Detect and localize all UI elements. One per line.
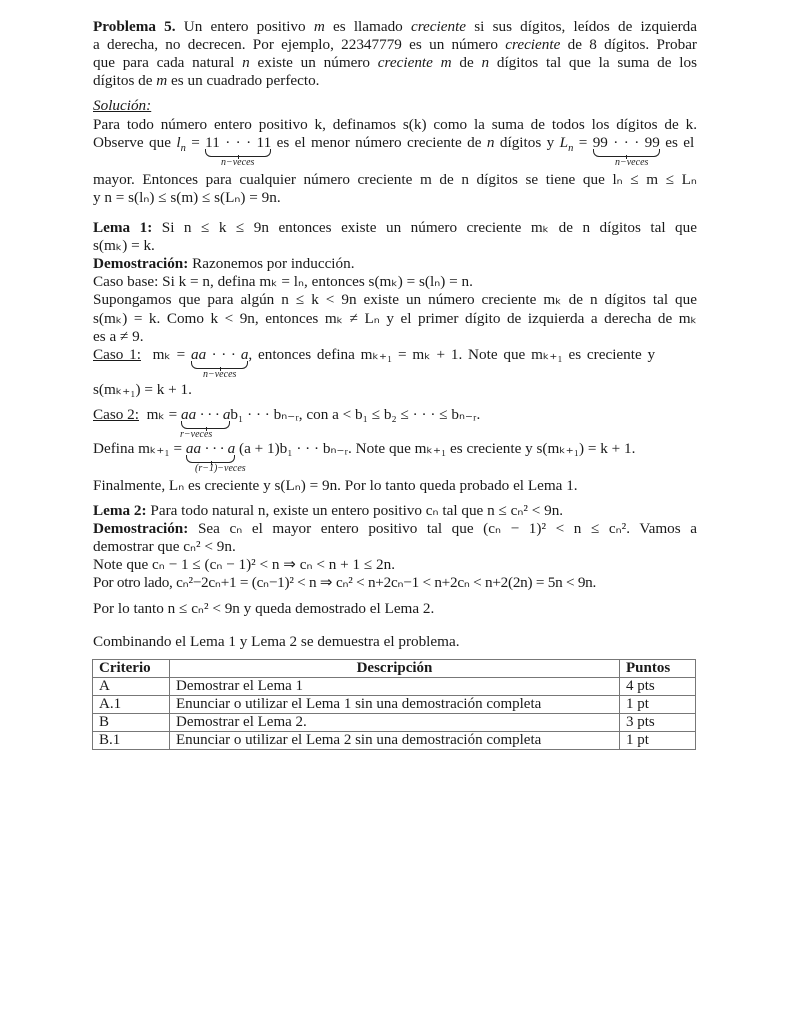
aa-sequence: aa · · · a <box>181 406 231 423</box>
brace-label: r−veces <box>180 429 213 440</box>
math-L: L <box>559 134 569 151</box>
brace-label: n−veces <box>203 369 237 380</box>
text: = <box>573 134 593 151</box>
lema2-demo-2: demostrar que cₙ² < 9n. <box>93 538 236 555</box>
text: es el menor número creciente de <box>271 134 487 151</box>
table-row <box>93 732 696 750</box>
combinando: Combinando el Lema 1 y Lema 2 se demuestra el problema. <box>93 633 460 650</box>
text: (a + 1)b₁ · · · bₙ₋ᵣ. Note que mₖ₊₁ es creciente y s(mₖ₊₁) = k + 1. <box>235 440 636 457</box>
cell-puntos: 1 pt <box>620 696 696 714</box>
text: b₁ · · · bₙ₋ᵣ, con a < b₁ ≤ b₂ ≤ · · · ≤ bₙ₋ᵣ. <box>230 406 481 423</box>
text: de <box>451 54 482 71</box>
text: existe un número <box>249 54 378 71</box>
text: de 8 dígitos. Probar <box>560 36 697 53</box>
lema2-demo <box>93 520 697 538</box>
text: Defina mₖ₊₁ = <box>93 440 186 457</box>
lema2-note: Note que cₙ − 1 ≤ (cₙ − 1)² < n ⇒ cₙ < n + 1 ≤ 2n. <box>93 556 396 573</box>
ones-sequence: 11 · · · 11 <box>205 134 272 151</box>
math: n <box>481 54 490 71</box>
aa-sequence: aa · · · a <box>185 440 236 457</box>
table-row <box>93 678 696 696</box>
text: es un cuadrado perfecto. <box>167 72 320 89</box>
caso1-line <box>93 346 697 364</box>
caso-base: Caso base: Si k = n, defina mₖ = lₙ, entonces s(mₖ) = s(lₙ) = n. <box>93 273 473 290</box>
cell-criterio: A <box>93 678 170 696</box>
problem-line-4 <box>93 72 697 90</box>
cell-descripcion: Enunciar o utilizar el Lema 2 sin una demostración completa <box>170 732 620 750</box>
brace-label: (r−1)−veces <box>195 463 246 474</box>
text: mₖ = <box>152 346 192 363</box>
lema2-conclusion: Por lo tanto n ≤ cₙ² < 9n y queda demostrado el Lema 2. <box>93 600 435 617</box>
text: Sea cₙ el mayor entero positivo tal que (cₙ − 1)² < n ≤ cₙ². Vamos a <box>197 520 698 537</box>
supongamos-1: Supongamos que para algún n ≤ k < 9n existe un número creciente mₖ de n dígitos tal que <box>93 291 697 308</box>
brace-label: n−veces <box>221 157 255 168</box>
cell-puntos: 1 pt <box>620 732 696 750</box>
solution-heading: Solución: <box>93 97 152 114</box>
solution-p2: Observe que $l_n = 11$ · · · 11 es el menor número creciente de n dígitos y $L_n = 99$ · · · 99 es el <box>93 134 697 152</box>
lema1-final: Finalmente, Lₙ es creciente y s(Lₙ) = 9n. Por lo tanto queda probado el Lema 1. <box>93 477 578 494</box>
defina-line <box>93 440 697 458</box>
brace-label: n−veces <box>615 157 649 168</box>
problem-line-2 <box>93 36 697 54</box>
text: = <box>185 134 206 151</box>
text: dígitos tal que la suma de los <box>489 54 697 71</box>
caso2-line <box>93 406 697 424</box>
underbrace-aa <box>191 346 248 364</box>
criteria-table <box>92 659 696 750</box>
caso2-label: Caso 2: <box>93 406 139 423</box>
lema1-demo <box>93 255 697 273</box>
supongamos-2: s(mₖ) = k. Como k < 9n, entonces mₖ ≠ Lₙ y el primer dígito de izquierda a derecha de mₖ <box>93 310 697 327</box>
lema2-otro: Por otro lado, cₙ²−2cₙ+1 = (cₙ−1)² < n ⇒ cₙ² < n+2cₙ−1 < n+2cₙ < n+2(2n) = 5n < 9n. <box>93 574 597 591</box>
underbrace-aa <box>186 440 235 458</box>
lema1-line-2: s(mₖ) = k. <box>93 237 155 254</box>
math-l: l <box>176 134 181 151</box>
problem-line-1 <box>93 18 697 36</box>
demo-title: Demostración: <box>93 520 189 537</box>
cell-puntos: 3 pts <box>620 714 696 732</box>
table-header-row <box>93 660 696 678</box>
text: mₖ = <box>146 406 182 423</box>
term-creciente: creciente m <box>377 54 452 71</box>
text: es el <box>659 134 695 151</box>
caso1-label: Caso 1: <box>93 346 141 363</box>
aa-sequence: aa · · · a <box>191 346 249 363</box>
text: a derecha, no decrecen. Por ejemplo, 22347779 es un número <box>93 36 506 53</box>
supongamos-3: es a ≠ 9. <box>93 328 144 345</box>
text: Un entero positivo <box>183 18 314 35</box>
caso1-result: s(mₖ₊₁) = k + 1. <box>93 381 192 398</box>
text: Para todo natural n, existe un entero positivo cₙ tal que n ≤ cₙ² < 9n. <box>150 502 564 519</box>
text: que para cada natural <box>93 54 243 71</box>
solution-heading-line <box>93 97 697 115</box>
solution-p4: y n = s(lₙ) ≤ s(m) ≤ s(Lₙ) = 9n. <box>93 189 281 206</box>
text: Razonemos por inducción. <box>192 255 355 272</box>
cell-criterio: B <box>93 714 170 732</box>
lema2-title: Lema 2: <box>93 502 147 519</box>
header-descripcion: Descripción <box>170 660 620 678</box>
problem-line-3 <box>93 54 697 72</box>
lema1-line-1 <box>93 219 697 237</box>
solution-p3: mayor. Entonces para cualquier número creciente m de n dígitos se tiene que lₙ ≤ m ≤ Lₙ <box>93 171 697 188</box>
text: es llamado <box>324 18 411 35</box>
header-puntos: Puntos <box>620 660 696 678</box>
text: dígitos y <box>494 134 560 151</box>
cell-puntos: 4 pts <box>620 678 696 696</box>
nines-sequence: 99 · · · 99 <box>592 134 660 151</box>
text: Observe que <box>93 134 177 151</box>
lema1-title: Lema 1: <box>93 219 153 236</box>
text: Si n ≤ k ≤ 9n entonces existe un número creciente mₖ de n dígitos tal que <box>161 219 697 236</box>
cell-descripcion: Enunciar o utilizar el Lema 1 sin una demostración completa <box>170 696 620 714</box>
math: m <box>313 18 325 35</box>
cell-criterio: A.1 <box>93 696 170 714</box>
text: , entonces defina mₖ₊₁ = mₖ + 1. Note que mₖ₊₁ es creciente y <box>248 346 656 363</box>
cell-criterio: B.1 <box>93 732 170 750</box>
term-creciente: creciente <box>505 36 561 53</box>
underbrace-nines <box>593 134 660 152</box>
cell-descripcion: Demostrar el Lema 2. <box>170 714 620 732</box>
text: dígitos de <box>93 72 157 89</box>
problem-title: Problema 5. <box>93 18 176 35</box>
text: si sus dígitos, leídos de izquierda <box>466 18 698 35</box>
underbrace-ones <box>205 134 271 152</box>
term-creciente: creciente <box>410 18 467 35</box>
math: n <box>242 54 250 71</box>
lema2-line <box>93 502 697 520</box>
table-row <box>93 714 696 732</box>
underbrace-aa <box>181 406 230 424</box>
demo-title: Demostración: <box>93 255 189 272</box>
solution-p1: Para todo número entero positivo k, definamos s(k) como la suma de todos los dígitos de k. <box>93 116 697 133</box>
header-criterio: Criterio <box>93 660 170 678</box>
math: m <box>156 72 168 89</box>
cell-descripcion: Demostrar el Lema 1 <box>170 678 620 696</box>
table-row <box>93 696 696 714</box>
